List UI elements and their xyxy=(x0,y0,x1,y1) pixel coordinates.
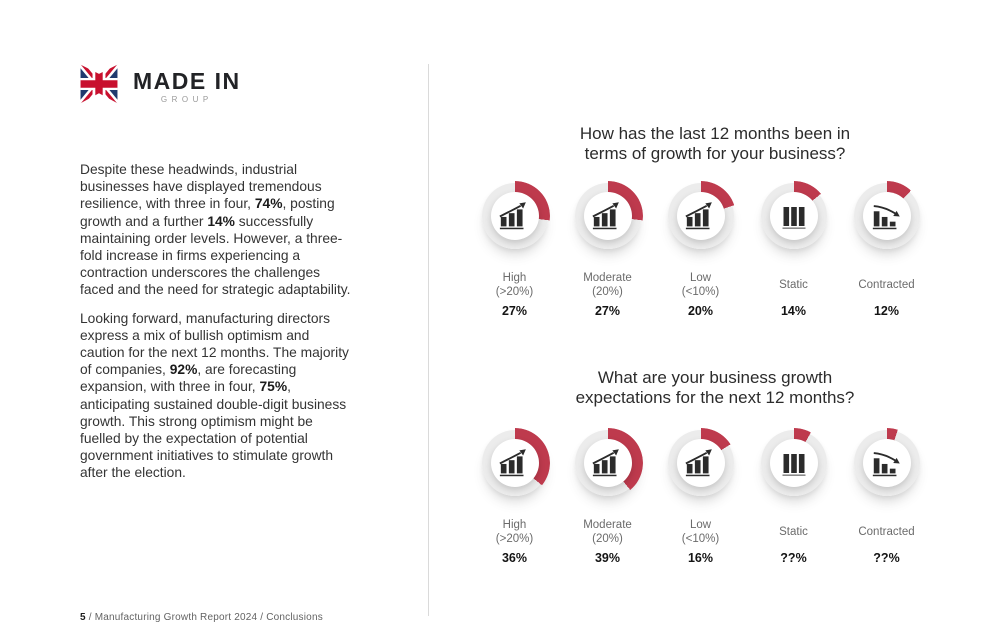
chart1-title-line1: How has the last 12 months been in xyxy=(579,124,851,143)
gauge-ring xyxy=(575,430,641,496)
gauge-ring xyxy=(575,183,641,249)
highlighted-value: 74% xyxy=(254,196,283,212)
gauge-value: 14% xyxy=(780,304,807,318)
highlighted-value: 14% xyxy=(207,213,235,229)
contracted-icon xyxy=(863,192,911,240)
gauge xyxy=(840,430,933,565)
gauge-ring xyxy=(482,430,548,496)
chart2-title xyxy=(430,368,1000,408)
gauge-ring xyxy=(761,430,827,496)
highlighted-value: 75% xyxy=(259,379,288,395)
gauge-value: 27% xyxy=(501,304,528,318)
gauge-label: Low (<10%) xyxy=(681,519,720,545)
static-bars-icon xyxy=(770,439,818,487)
gauge-ring xyxy=(854,183,920,249)
gauge xyxy=(654,430,747,565)
gauge-ring xyxy=(668,430,734,496)
chart2-title-line2: expectations for the next 12 months? xyxy=(575,388,855,407)
gauge-ring xyxy=(668,183,734,249)
gauge-ring xyxy=(482,183,548,249)
text-run: successfully maintaining order levels. However, a three-fold increase in firms experiencing a contraction underscores the challenges faced and the need for strategic adaptability. xyxy=(80,213,351,298)
growth-icon xyxy=(491,439,539,487)
intro-paragraph-1 xyxy=(80,161,354,299)
chart1-title-line2: terms of growth for your business? xyxy=(584,144,846,163)
gauge-value: 27% xyxy=(594,304,621,318)
gauge-label: Low (<10%) xyxy=(681,272,720,298)
gauge xyxy=(561,430,654,565)
brand-name: MADE IN xyxy=(133,68,241,94)
text-run: / Manufacturing Growth Report 2024 / Conclusions xyxy=(85,612,323,623)
highlighted-value: 5 xyxy=(80,612,86,623)
gauge-label: Static xyxy=(779,278,808,291)
chart1-title xyxy=(430,124,1000,164)
made-in-group-logo xyxy=(78,60,241,113)
growth-icon xyxy=(491,192,539,240)
gauge xyxy=(654,183,747,318)
growth-icon xyxy=(677,439,725,487)
gauge-label: Moderate (20%) xyxy=(583,519,632,545)
chart2-title-line1: What are your business growth xyxy=(597,368,833,387)
text-run: Looking forward, manufacturing directors express a mix of bullish optimism and caution for the next 12 months. The majority of companies, xyxy=(80,310,349,378)
brand-subtitle: GROUP xyxy=(160,95,213,104)
logo-text xyxy=(133,69,241,104)
gauge xyxy=(747,183,840,318)
gauge-value: ??% xyxy=(873,551,900,565)
highlighted-value: 92% xyxy=(169,362,198,378)
chart2-gauge-row xyxy=(468,430,933,565)
page-footer xyxy=(80,612,323,623)
gauge-value: 16% xyxy=(687,551,714,565)
gauge xyxy=(840,183,933,318)
gauge-ring xyxy=(854,430,920,496)
gauge-label: High (>20%) xyxy=(495,519,534,545)
growth-icon xyxy=(677,192,725,240)
gauge-label: Contracted xyxy=(858,525,915,538)
union-jack-flag-icon xyxy=(78,60,120,113)
gauge-value: 20% xyxy=(687,304,714,318)
text-run: Despite these headwinds, industrial businesses have displayed tremendous resilience, with three in four, xyxy=(80,162,322,212)
gauge-label: Contracted xyxy=(858,278,915,291)
gauge-ring xyxy=(761,183,827,249)
vertical-divider xyxy=(428,64,429,616)
gauge xyxy=(747,430,840,565)
gauge-value: ??% xyxy=(780,551,807,565)
gauge-label: Moderate (20%) xyxy=(583,272,632,298)
contracted-icon xyxy=(863,439,911,487)
intro-text xyxy=(80,161,354,493)
gauge-label: High (>20%) xyxy=(495,272,534,298)
chart1-gauge-row xyxy=(468,183,933,318)
text-run: , anticipating sustained double-digit business growth. This strong optimism might be fuelled by the expectation of potential government initiatives to stimulate growth after the election. xyxy=(80,379,347,481)
text-run: , are forecasting expansion, with three in four, xyxy=(80,362,297,395)
gauge xyxy=(468,183,561,318)
gauge xyxy=(561,183,654,318)
gauge-value: 36% xyxy=(501,551,528,565)
text-run: , posting growth and a further xyxy=(80,196,335,229)
intro-paragraph-2 xyxy=(80,310,354,482)
gauge xyxy=(468,430,561,565)
gauge-label: Static xyxy=(779,525,808,538)
growth-icon xyxy=(584,192,632,240)
static-bars-icon xyxy=(770,192,818,240)
growth-icon xyxy=(584,439,632,487)
gauge-value: 12% xyxy=(873,304,900,318)
gauge-value: 39% xyxy=(594,551,621,565)
